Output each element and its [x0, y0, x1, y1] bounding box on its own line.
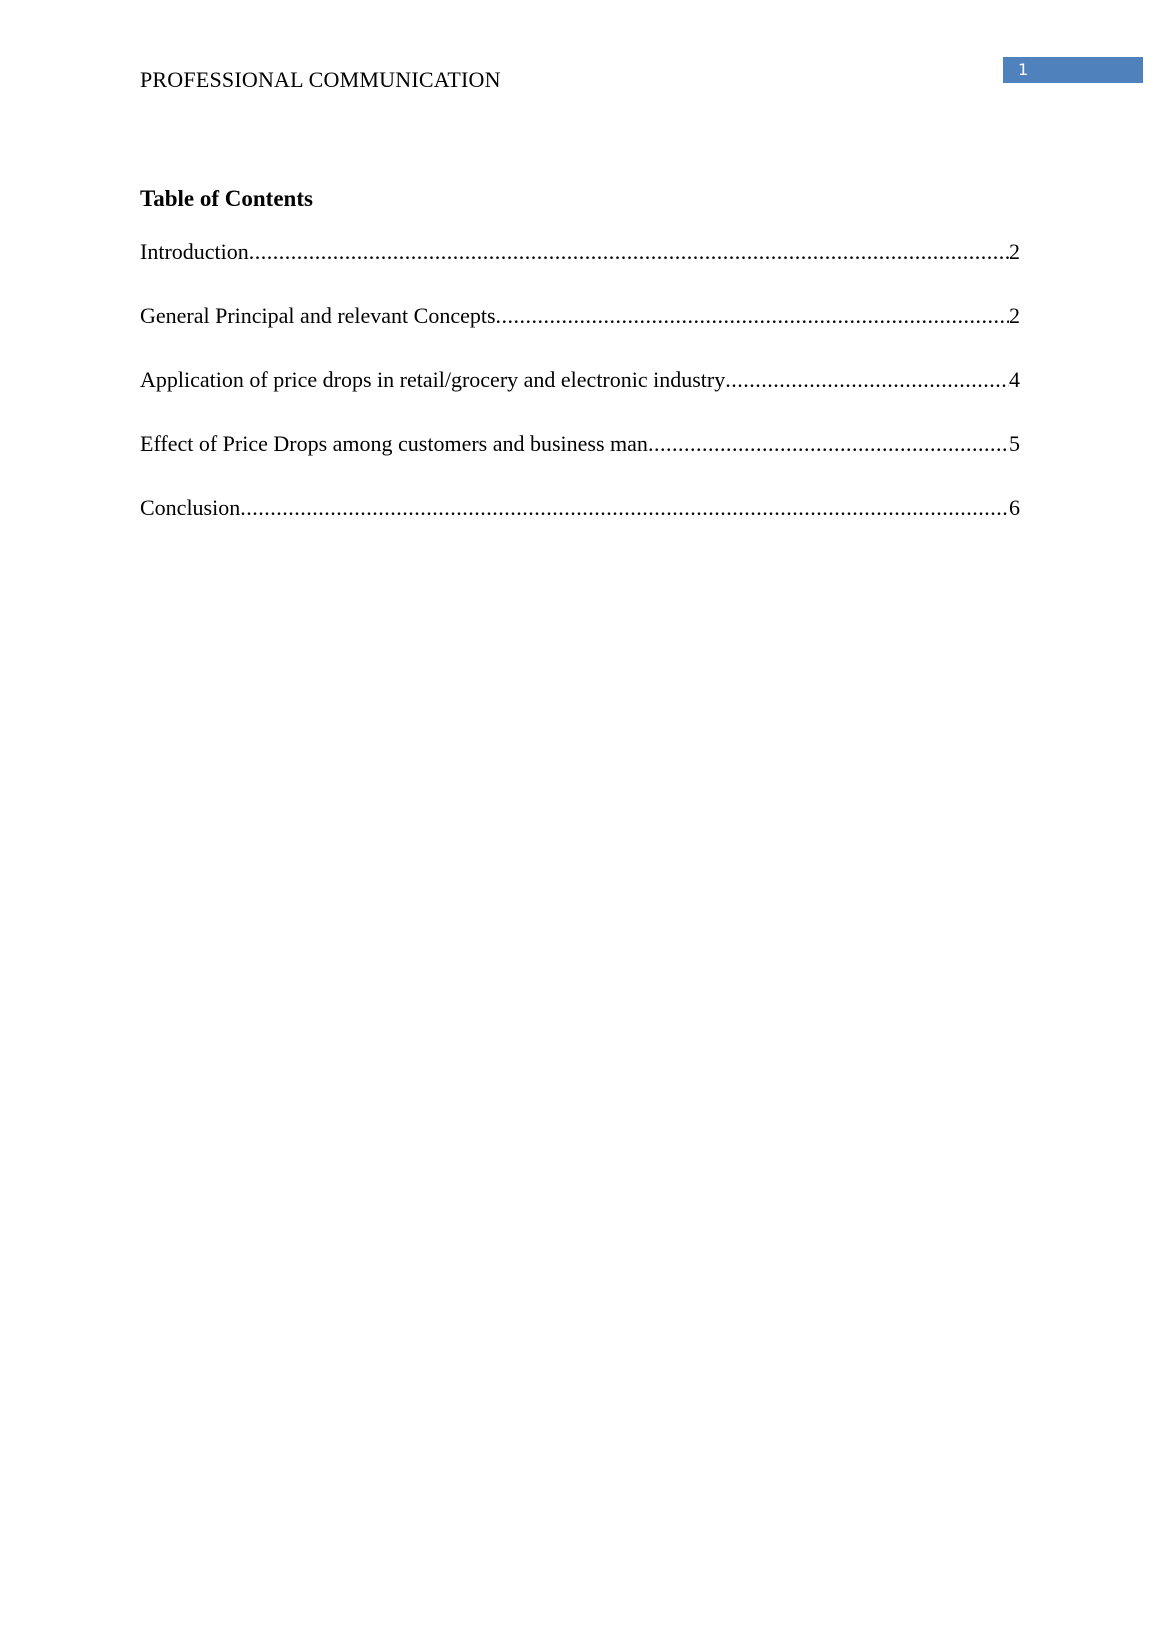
- toc-entry-label: Introduction: [140, 239, 249, 264]
- toc-entry-page: 6: [1009, 495, 1020, 520]
- toc-dot-leader: [648, 431, 1009, 457]
- toc-entry-conclusion[interactable]: [140, 495, 1020, 559]
- toc-entry-label: Conclusion: [140, 495, 241, 520]
- toc-entry-label: Effect of Price Drops among customers and business man: [140, 431, 648, 456]
- toc-dot-leader: [496, 303, 1009, 329]
- page-number: 1: [1018, 60, 1029, 79]
- toc-entry-general-principal[interactable]: [140, 303, 1020, 367]
- table-of-contents: [140, 239, 1020, 559]
- toc-entry-page: 2: [1009, 239, 1020, 264]
- toc-entry-application-price-drops[interactable]: [140, 367, 1020, 431]
- toc-entry-label: General Principal and relevant Concepts: [140, 303, 496, 328]
- toc-entry-page: 2: [1009, 303, 1020, 328]
- toc-entry-introduction[interactable]: [140, 239, 1020, 303]
- toc-entry-page: 5: [1009, 431, 1020, 456]
- toc-dot-leader: [240, 495, 1009, 521]
- toc-dot-leader: [725, 367, 1009, 393]
- toc-entry-label: Application of price drops in retail/grocery and electronic industry: [140, 367, 726, 392]
- toc-dot-leader: [249, 239, 1009, 265]
- toc-entry-page: 4: [1009, 367, 1020, 392]
- toc-heading: Table of Contents: [140, 186, 313, 211]
- toc-entry-effect-price-drops[interactable]: [140, 431, 1020, 495]
- running-header-title: PROFESSIONAL COMMUNICATION: [140, 67, 501, 92]
- page-number-badge: [1003, 57, 1143, 83]
